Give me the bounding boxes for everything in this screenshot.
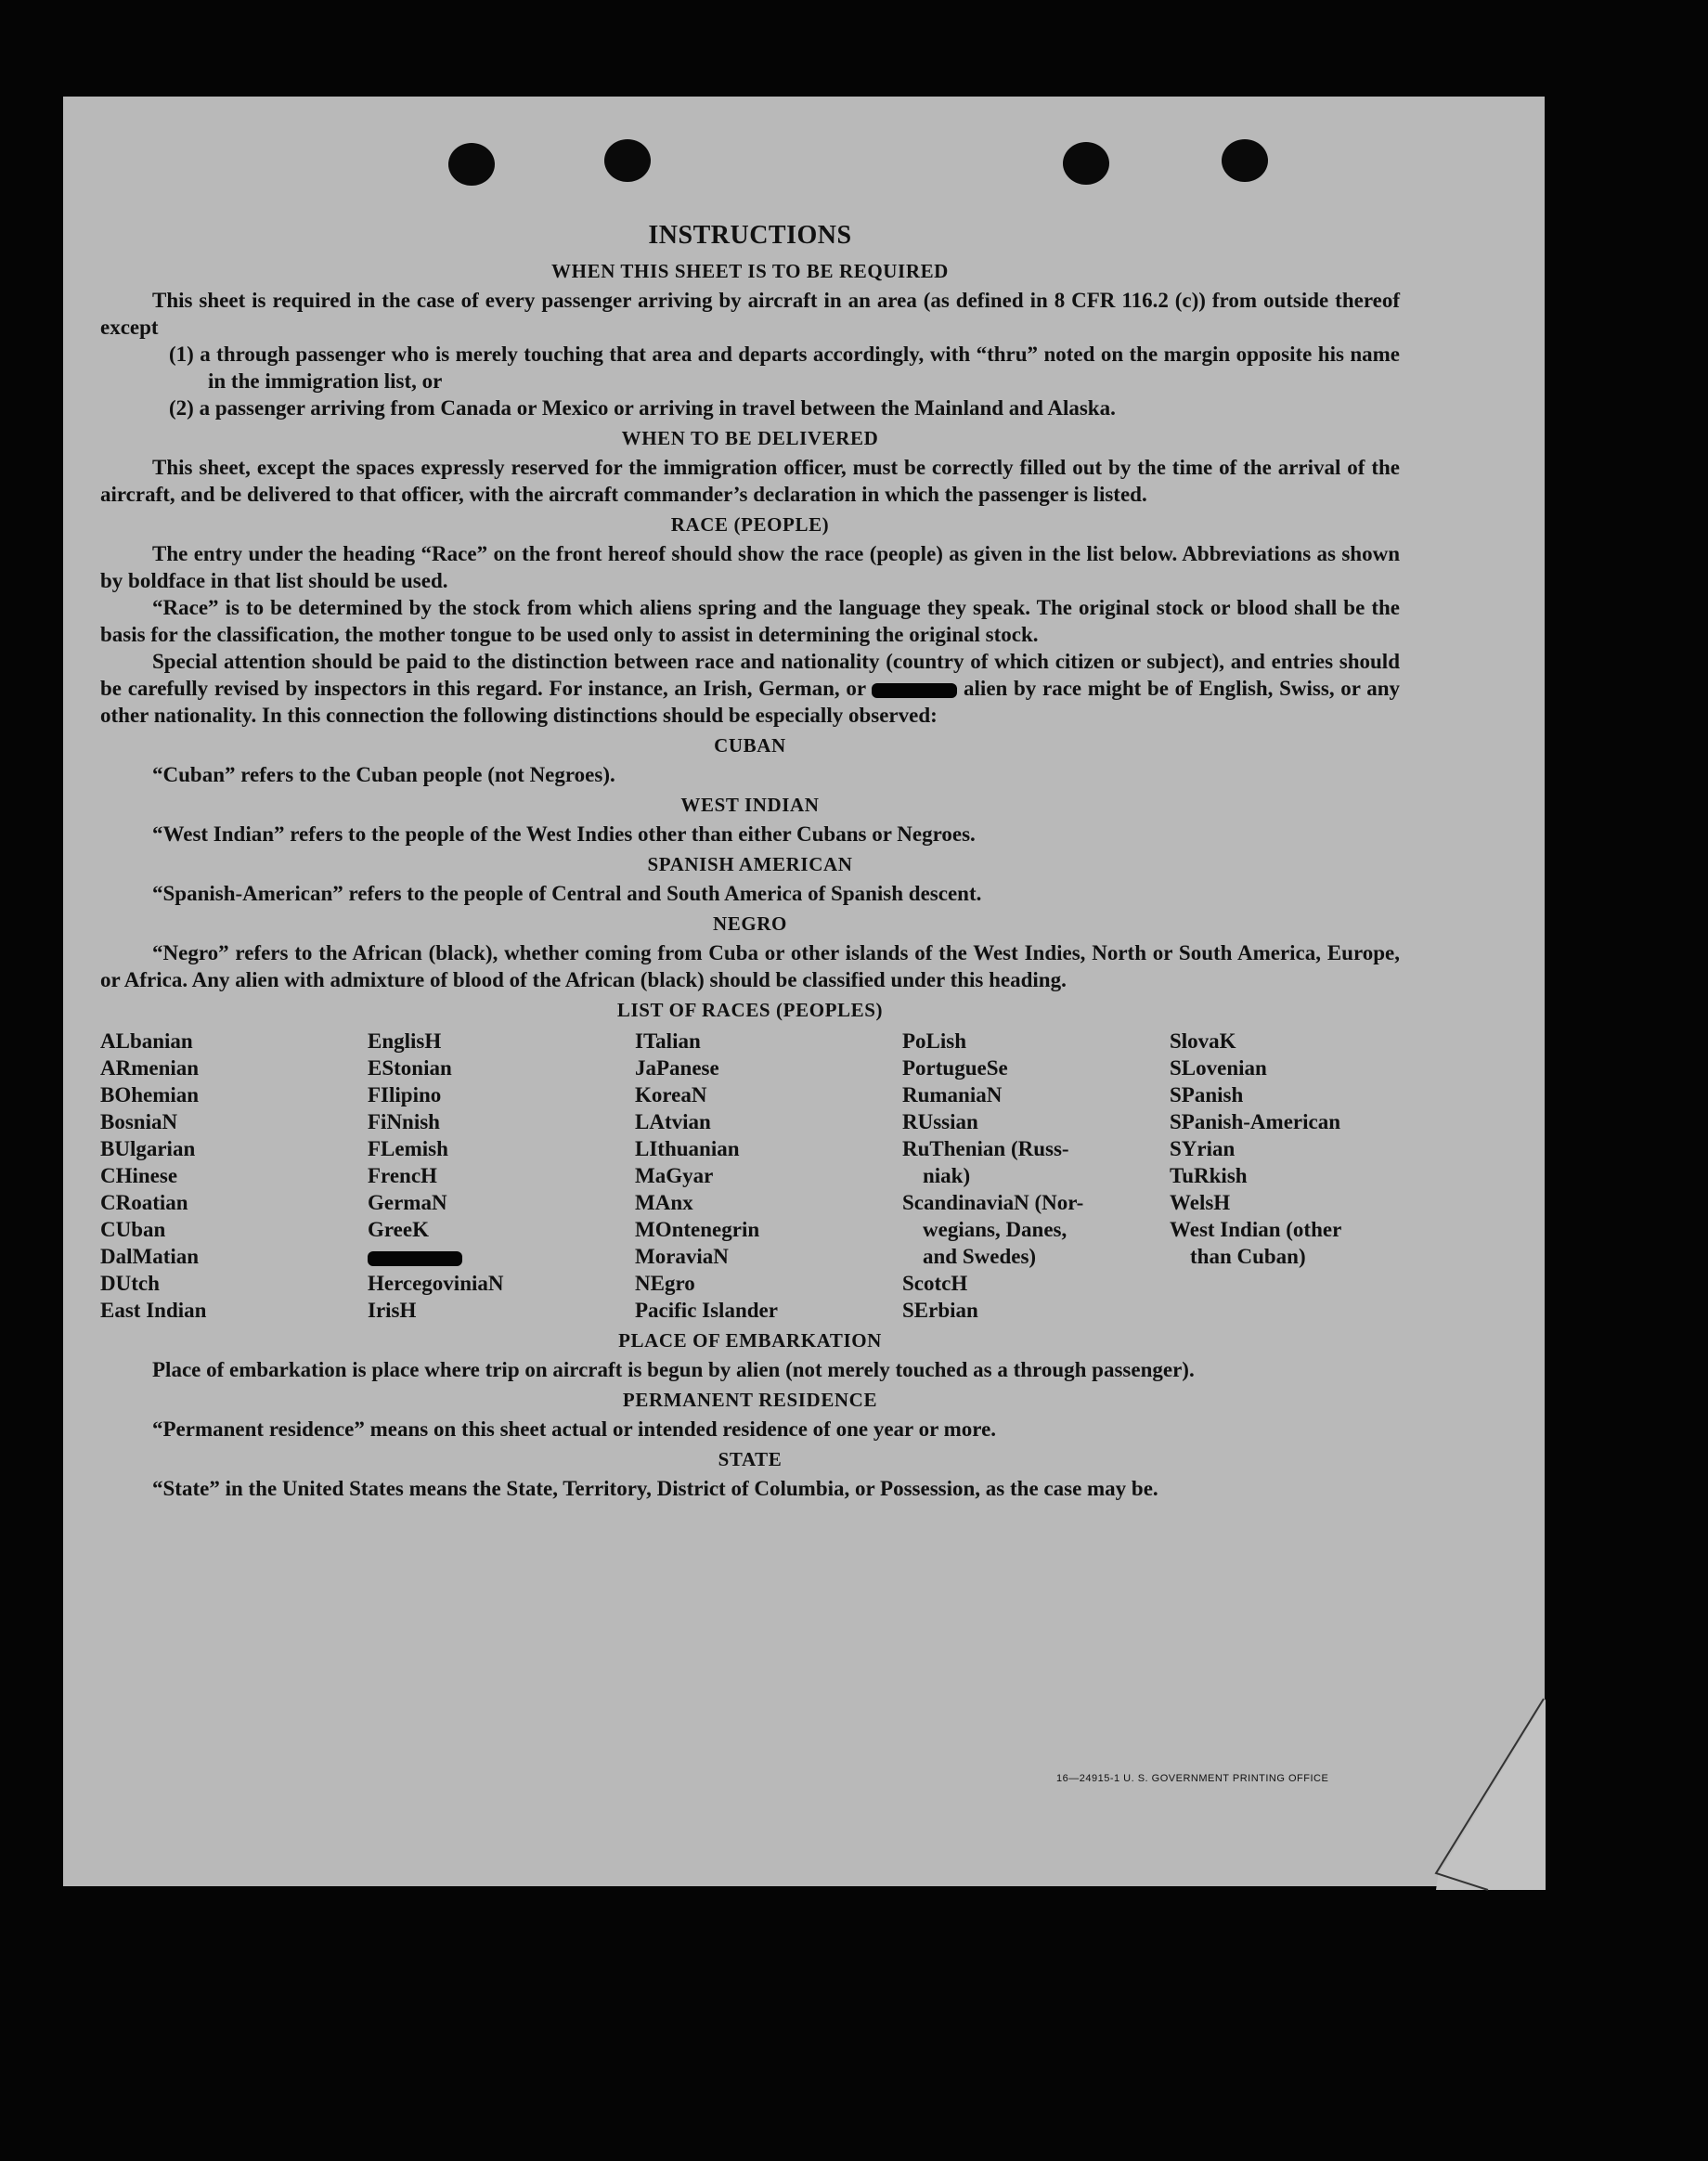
race-item: ITalian bbox=[635, 1029, 701, 1053]
document-sheet bbox=[63, 97, 1545, 1886]
paragraph: This sheet is required in the case of every passenger arriving by aircraft in an area (as defined in 8 CFR 116.2 (c)) from outside thereof except bbox=[100, 289, 1400, 339]
race-item: FLemish bbox=[368, 1137, 448, 1160]
punch-hole bbox=[448, 143, 495, 186]
race-column bbox=[635, 1028, 902, 1324]
race-item: CRoatian bbox=[100, 1191, 188, 1214]
race-column bbox=[1170, 1028, 1400, 1324]
race-item: GermaN bbox=[368, 1191, 447, 1214]
printing-office-code: 16—24915-1 U. S. GOVERNMENT PRINTING OFFICE bbox=[1056, 1773, 1329, 1784]
race-item: LIthuanian bbox=[635, 1137, 740, 1160]
race-item: Pacific Islander bbox=[635, 1299, 778, 1322]
redacted-race-item bbox=[368, 1243, 635, 1270]
section-heading: PERMANENT RESIDENCE bbox=[622, 1389, 878, 1411]
punch-hole bbox=[1222, 139, 1268, 182]
paragraph: “State” in the United States means the State, Territory, District of Columbia, or Possession, as the case may be. bbox=[152, 1477, 1158, 1500]
race-column bbox=[902, 1028, 1170, 1324]
section-heading: PLACE OF EMBARKATION bbox=[618, 1329, 882, 1352]
section-heading: WHEN TO BE DELIVERED bbox=[621, 427, 879, 449]
race-item: EnglisH bbox=[368, 1029, 442, 1053]
paragraph: “Cuban” refers to the Cuban people (not Negroes). bbox=[152, 763, 615, 786]
race-item: FrencH bbox=[368, 1164, 437, 1187]
race-item-continued: and Swedes) bbox=[923, 1245, 1037, 1268]
section-heading: RACE (PEOPLE) bbox=[670, 513, 830, 536]
paragraph: “Negro” refers to the African (black), whether coming from Cuba or other islands of the West Indies, North or South America, Europe, or Africa. Any alien with admixture of blood of the African (black) should be classified under this heading. bbox=[100, 941, 1400, 991]
race-item: EStonian bbox=[368, 1056, 452, 1080]
exception-item: (2) a passenger arriving from Canada or Mexico or arriving in travel between the Mainland and Alaska. bbox=[169, 396, 1116, 420]
race-item: SErbian bbox=[902, 1299, 978, 1322]
race-item: SPanish bbox=[1170, 1083, 1244, 1106]
race-column bbox=[368, 1028, 635, 1324]
paragraph: Place of embarkation is place where trip on aircraft is begun by alien (not merely touched as a through passenger). bbox=[152, 1358, 1195, 1381]
race-item: KoreaN bbox=[635, 1083, 707, 1106]
race-item: MaGyar bbox=[635, 1164, 714, 1187]
redaction-mark bbox=[872, 683, 957, 698]
race-item: ScandinaviaN (Nor- bbox=[902, 1191, 1084, 1214]
page-title: INSTRUCTIONS bbox=[648, 221, 852, 250]
exception-item: (1) a through passenger who is merely touching that area and departs accordingly, with “thru” noted on the margin opposite his name in the immigration list, or bbox=[169, 343, 1400, 393]
race-item: West Indian (other bbox=[1170, 1218, 1342, 1241]
race-item: ARmenian bbox=[100, 1056, 200, 1080]
race-item: BUlgarian bbox=[100, 1137, 196, 1160]
paragraph: “Permanent residence” means on this sheet actual or intended residence of one year or more. bbox=[152, 1417, 997, 1441]
race-item: CHinese bbox=[100, 1164, 178, 1187]
section-heading: NEGRO bbox=[712, 912, 787, 935]
race-item: DalMatian bbox=[100, 1245, 200, 1268]
paragraph: “Spanish-American” refers to the people of Central and South America of Spanish descent. bbox=[152, 882, 982, 905]
race-item-continued: wegians, Danes, bbox=[923, 1218, 1068, 1241]
race-column bbox=[100, 1028, 368, 1324]
race-item: PortugueSe bbox=[902, 1056, 1008, 1080]
section-heading: STATE bbox=[718, 1448, 783, 1470]
paragraph: This sheet, except the spaces expressly reserved for the immigration officer, must be correctly filled out by the time of the arrival of the aircraft, and be delivered to that officer, with the aircraft commander’s declaration in which the passenger is listed. bbox=[100, 456, 1400, 506]
race-item-continued: than Cuban) bbox=[1190, 1245, 1306, 1268]
race-item: SPanish-American bbox=[1170, 1110, 1340, 1133]
race-item: MOntenegrin bbox=[635, 1218, 760, 1241]
race-item: JaPanese bbox=[635, 1056, 719, 1080]
section-heading: WHEN THIS SHEET IS TO BE REQUIRED bbox=[551, 260, 949, 282]
race-item: FIlipino bbox=[368, 1083, 442, 1106]
section-heading: SPANISH AMERICAN bbox=[647, 853, 853, 875]
race-item: NEgro bbox=[635, 1272, 695, 1295]
punch-hole bbox=[604, 139, 651, 182]
race-item: SLovenian bbox=[1170, 1056, 1267, 1080]
paragraph bbox=[100, 648, 1400, 729]
race-item: HercegoviniaN bbox=[368, 1272, 504, 1295]
race-item: RumaniaN bbox=[902, 1083, 1003, 1106]
instructions-body bbox=[100, 217, 1400, 1502]
section-heading: CUBAN bbox=[714, 734, 786, 757]
race-item: RuThenian (Russ- bbox=[902, 1137, 1069, 1160]
race-item: BOhemian bbox=[100, 1083, 200, 1106]
paragraph: “West Indian” refers to the people of the West Indies other than either Cubans or Negroes. bbox=[152, 822, 976, 846]
paragraph-text: alien by race might be of English, Swiss, or any other nationality. In this connection the following distinctions should be especially observed: bbox=[100, 677, 1401, 727]
fold-edge-line bbox=[1434, 1697, 1550, 1892]
race-item: WelsH bbox=[1170, 1191, 1231, 1214]
punch-hole bbox=[1063, 142, 1109, 185]
race-item: GreeK bbox=[368, 1218, 429, 1241]
paragraph: The entry under the heading “Race” on the front hereof should show the race (people) as given in the list below. Abbreviations as shown by boldface in that list should be used. bbox=[100, 542, 1400, 592]
race-list bbox=[100, 1028, 1400, 1324]
race-item: RUssian bbox=[902, 1110, 978, 1133]
race-item-continued: niak) bbox=[923, 1164, 971, 1187]
race-item: East Indian bbox=[100, 1299, 207, 1322]
race-item: IrisH bbox=[368, 1299, 417, 1322]
paragraph: “Race” is to be determined by the stock from which aliens spring and the language they speak. The original stock or blood shall be the basis for the classification, the mother tongue to be used only to assist in determining the original stock. bbox=[100, 596, 1400, 646]
section-heading: LIST OF RACES (PEOPLES) bbox=[616, 999, 884, 1021]
redaction-mark bbox=[368, 1251, 462, 1266]
race-item: ScotcH bbox=[902, 1272, 968, 1295]
race-item: PoLish bbox=[902, 1029, 967, 1053]
race-item: CUban bbox=[100, 1218, 166, 1241]
race-item: FiNnish bbox=[368, 1110, 440, 1133]
race-item: SYrian bbox=[1170, 1137, 1236, 1160]
section-heading: WEST INDIAN bbox=[680, 794, 820, 816]
race-item: MAnx bbox=[635, 1191, 693, 1214]
race-item: MoraviaN bbox=[635, 1245, 729, 1268]
race-item: TuRkish bbox=[1170, 1164, 1248, 1187]
race-item: ALbanian bbox=[100, 1029, 193, 1053]
race-item: SlovaK bbox=[1170, 1029, 1236, 1053]
race-item: DUtch bbox=[100, 1272, 160, 1295]
race-item: LAtvian bbox=[635, 1110, 711, 1133]
race-item: BosniaN bbox=[100, 1110, 178, 1133]
paragraph-text: Special attention should be paid to the distinction between race and nationality (country of which citizen or subject), and entries should be carefully revised by inspectors in this regard. For instance, an Irish, German, or bbox=[100, 650, 1400, 700]
